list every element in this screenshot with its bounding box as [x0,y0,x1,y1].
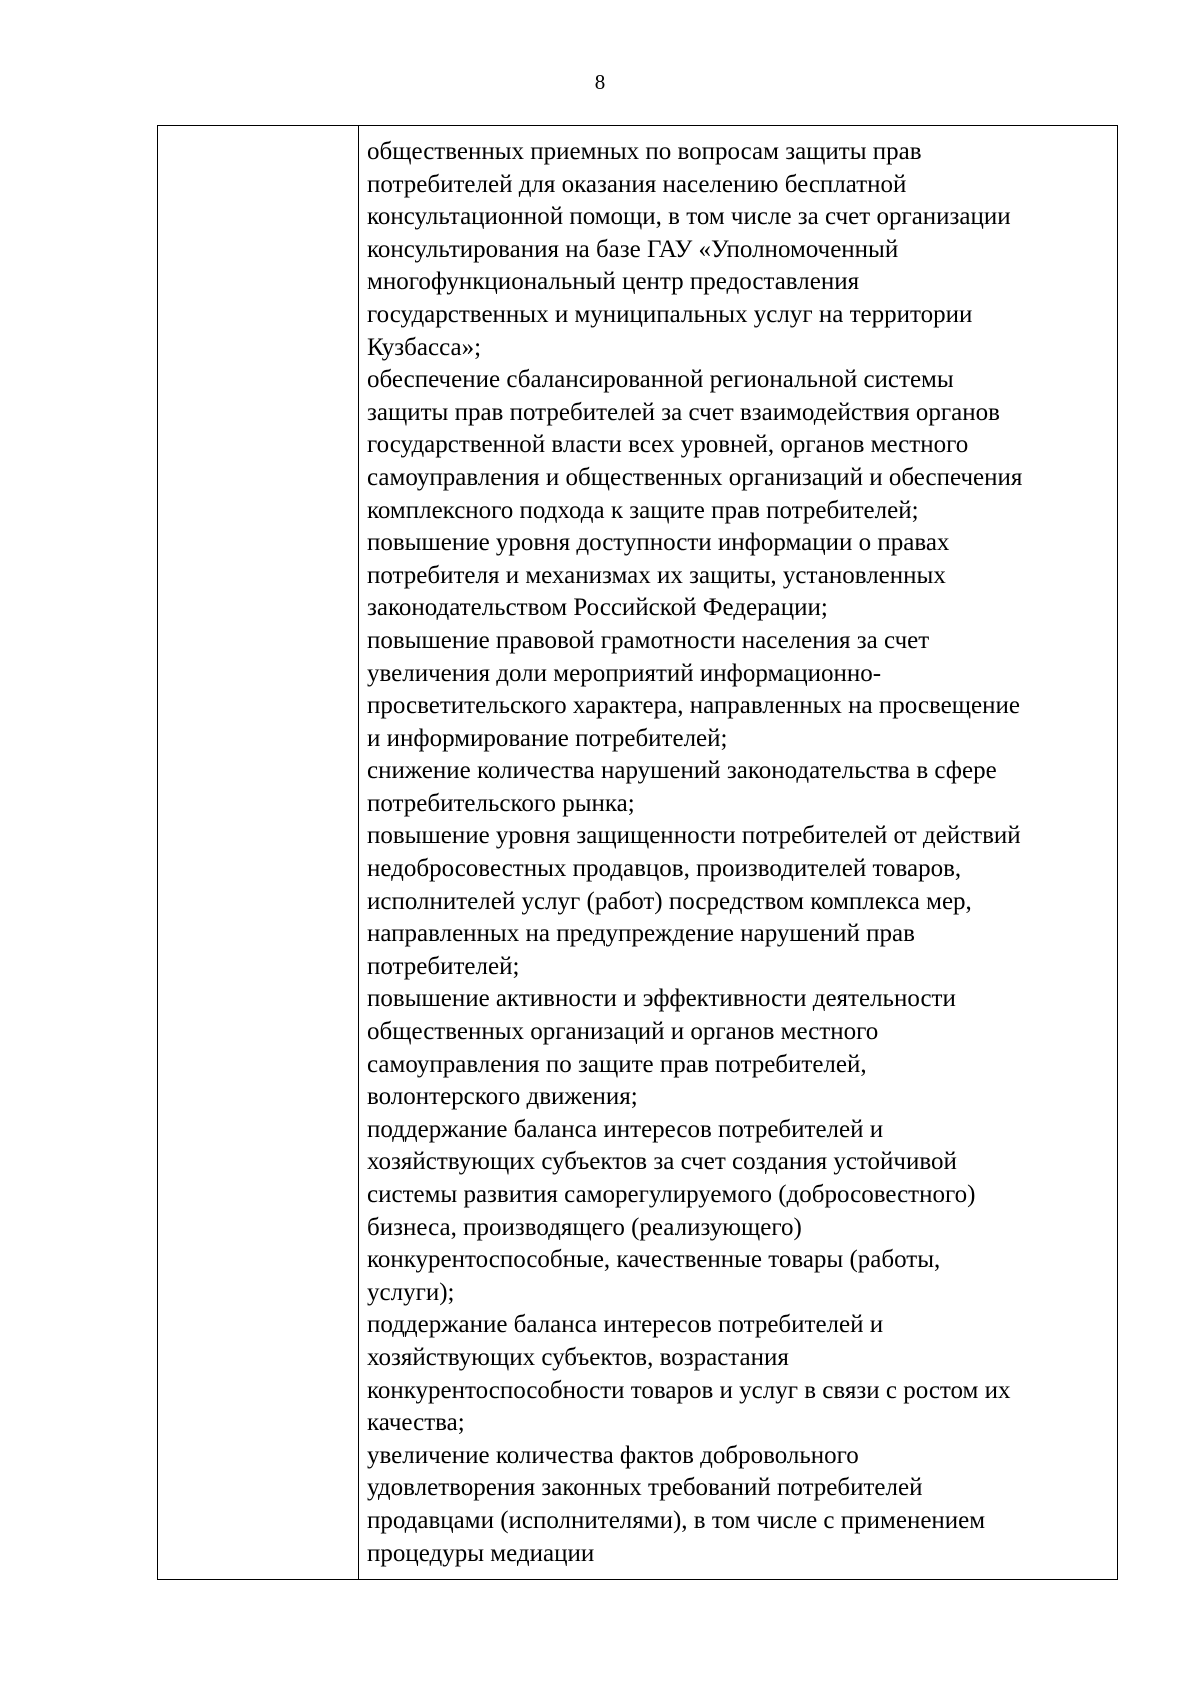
text-line: повышение активности и эффективности деятельности [367,985,956,1013]
text-line: конкурентоспособные, качественные товары (работы, [367,1246,941,1274]
text-line: консультирования на базе ГАУ «Уполномоченный [367,235,899,263]
text-line: многофункциональный центр предоставления [367,268,860,296]
text-line: потребителей; [367,952,520,980]
text-line: Кузбасса»; [367,333,482,361]
text-line: просветительского характера, направленных на просвещение [367,692,1020,720]
text-line: системы развития саморегулируемого (добросовестного) [367,1181,976,1208]
text-line: защиты прав потребителей за счет взаимодействия органов [367,398,1000,426]
text-line: и информирование потребителей; [367,724,728,752]
text-line: потребительского рынка; [367,789,635,817]
text-line: конкурентоспособности товаров и услуг в связи с ростом их [367,1376,1011,1404]
text-line: качества; [367,1409,465,1437]
table-right-cell [359,126,1117,1579]
text-line: комплексного подхода к защите прав потребителей; [367,496,919,524]
document-table [157,125,1118,1580]
text-line: процедуры медиации [367,1539,595,1567]
text-line: повышение правовой грамотности населения за счет [367,626,930,654]
text-line: снижение количества нарушений законодательства в сфере [367,757,997,785]
text-line: увеличение количества фактов добровольного [367,1441,859,1469]
text-line: поддержание баланса интересов потребителей и [367,1115,884,1143]
text-line: обеспечение сбалансированной региональной системы [367,366,954,394]
text-line: хозяйствующих субъектов за счет создания устойчивой [367,1148,957,1176]
table-left-cell [158,126,359,1579]
text-line: повышение уровня доступности информации о правах [367,529,950,557]
text-line: самоуправления и общественных организаций и обеспечения [367,463,1023,491]
page-number: 8 [594,70,606,94]
text-line: волонтерского движения; [367,1083,638,1111]
text-line: бизнеса, производящего (реализующего) [367,1213,802,1241]
text-line: самоуправления по защите прав потребителей, [367,1050,867,1078]
text-line: общественных организаций и органов местного [367,1018,879,1046]
text-line: общественных приемных по вопросам защиты прав [367,138,922,165]
text-line: удовлетворения законных требований потребителей [367,1474,923,1502]
text-line: продавцами (исполнителями), в том числе с применением [367,1506,986,1534]
text-line: направленных на предупреждение нарушений прав [367,920,915,948]
text-line: законодательством Российской Федерации; [367,594,828,622]
text-line: потребителей для оказания населению бесплатной [367,170,907,198]
text-line: потребителя и механизмах их защиты, установленных [367,561,946,589]
text-line: хозяйствующих субъектов, возрастания [367,1343,789,1371]
text-line: исполнителей услуг (работ) посредством комплекса мер, [367,887,972,915]
text-line: услуги); [367,1278,455,1306]
text-line: увеличения доли мероприятий информационно- [367,659,882,687]
text-line: поддержание баланса интересов потребителей и [367,1311,884,1339]
text-line: недобросовестных продавцов, производителей товаров, [367,855,962,883]
text-line: консультационной помощи, в том числе за счет организации [367,203,1011,231]
text-line: государственных и муниципальных услуг на территории [367,300,973,328]
text-line: повышение уровня защищенности потребителей от действий [367,822,1021,850]
text-line: государственной власти всех уровней, органов местного [367,431,969,459]
